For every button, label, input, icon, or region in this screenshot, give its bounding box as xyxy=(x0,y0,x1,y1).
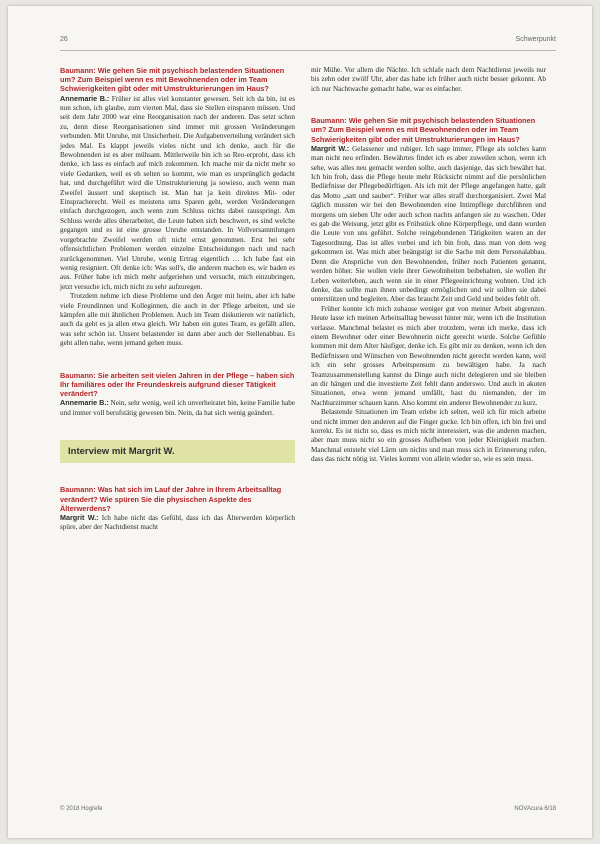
question-1: Baumann: Wie gehen Sie mit psychisch belastenden Situationen um? Zum Beispiel wenn es mit Bewohnenden oder im Team Schwierigkeiten gibt oder mit Umstrukturierungen im Haus? xyxy=(60,66,285,94)
right-column xyxy=(311,66,546,465)
answer-text: Früher ist alles viel konstanter gewesen. Seit ich da bin, ist es nun schon, ich glaube, zum vierten Mal, dass sie Stellen einsparen müssen. Und seit dem Jahr 2000 war eine Reorganisation nach der anderen. Das setzt schon zu, denn diese Reorganisationen sind immer mit grossen Veränderungen verbunden. Mit Unruhe, mit Unsicherheit. Die Aufgabenverteilung verändert sich jedes Mal. Es klappt jeweils vieles nicht und ich denke, auch für die Bewohnenden ist es aber mühsam. Mittlerweile bin ich so Reo-erprobt, dass ich denke, ich lass es einfach auf mich zukommen. Ich mache mir da nicht mehr so viele Gedanken, weil es eh selten so kommt, wie man es ursprünglich gedacht hat, und durchgeführt wird die Umstrukturierung ja sowieso, auch wenn man Zweifel äussert und skeptisch ist. Man hat ja kein direktes Mit- oder Einspracherecht. Weil es meistens ums Sparen geht, werden Veränderungen einfach durchgezogen, auch wenn zum Schluss nichts dabei rausspringt. Am Schluss werde alles überarbeitet, die Leute haben sich beschwert, es sind welche gegangen und es ist eine grosse Unruhe entstanden. In Vollversammlungen vorgebrachte Zweifel werden oft nicht ernst genommen. Erst bei sehr offensichtlichen Problemen werden einzelne Entscheidungen nach und nach zurückgenommen. Viel Unruhe, wenig Ertrag eigentlich … Ich habe fast ein wenig resigniert. Oft denke ich: Was soll's, die anderen machen es, wir baden es aus. Früher habe ich mich mehr aufgeriehen und versucht, mich einzubringen, jetzt versuche ich, mich nicht zu sehr aufzuregen. xyxy=(60,94,295,291)
page-header xyxy=(60,34,556,51)
answer-4-continued: Früher konnte ich mich zuhause weniger gut von meiner Arbeit abgrenzen. Heute lasse ich meinen Arbeitsalltag bewusst hinter mir, wenn ich die Institution verlasse. Manchmal belastet es mich aber trotzdem, wenn ich merke, dass ich einem Bewohner oder einer Bewohnerin nicht gerecht wurde. Solche Gefühle kommen mit dem Alter häufiger, denke ich. Es gibt mir zu denken, wenn ich den Bedürfnissen und Wünschen von Bewohnenden nicht gerecht werden kann, weil ich ein sehr grosses Arbeitspensum zu bewältigen habe. Ja nach Teamzusammenstellung kannst du Dinge auch nicht delegieren und sie bleiben an dir hängen und die investierte Zeit fehlt dann anderswo. Und auch in akuten Situationen, etwa wenn jemand umfällt, hast du niemanden, der im Nachbarzimmer schauen kann. Also kommt ein anderer Bewohnender zu kurz. xyxy=(311,304,546,407)
interview-banner: Interview mit Margrit W. xyxy=(60,440,295,463)
answer-4-continued-2: Belastende Situationen im Team erlebe ich selten, weil ich für mich arbeite und nicht immer den anderen auf die Finger gucke. Ich bin offen, ich bin frei und korrekt. Es ist nicht so, dass es mich nicht interessiert, was die anderen machen, aber man muss nicht so ein grosses Aufheben von jeder Kleinigkeit machen. Manchmal entsteht viel Lärm um nichts und man muss sich in Erinnerung rufen, dass das nicht nötig ist. Vieles kommt von allein wieder so, wie es sein muss. xyxy=(311,408,546,464)
page-number: 26 xyxy=(60,36,68,43)
answer-2 xyxy=(60,398,295,418)
speaker-label: Margrit W.: xyxy=(311,143,350,153)
footer-issue: NOVAcura 6/18 xyxy=(514,806,556,812)
footer-copyright: © 2018 Hogrefe xyxy=(60,806,103,812)
answer-text: Nein, sehr wenig, weil ich unverheiratet bin, keine Familie habe und immer voll berufstätig gewesen bin. Nein, da hat sich wenig geändert. xyxy=(60,399,295,417)
question-3: Baumann: Was hat sich im Lauf der Jahre in Ihrem Arbeitsalltag verändert? Wie spüren Sie die physischen Aspekte des Älterwerdens? xyxy=(60,485,282,513)
answer-3-continued: mir Mühe. Vor allem die Nächte. Ich schlafe nach dem Nachtdienst jeweils nur bis zehn oder zwölf Uhr, aber das habe ich früher auch nicht besser gekonnt. Ab ich nur Nachtwache gemacht habe, war es einfacher. xyxy=(311,66,546,93)
left-column xyxy=(60,66,295,533)
speaker-label: Annemarie B.: xyxy=(60,398,109,408)
answer-4 xyxy=(311,144,546,305)
speaker-label: Annemarie B.: xyxy=(60,93,110,103)
question-4: Baumann: Wie gehen Sie mit psychisch belastenden Situationen um? Zum Beispiel wenn es mit Bewohnenden oder im Team Schwierigkeiten gibt oder mit Umstrukturierungen im Haus? xyxy=(311,116,536,144)
answer-1-continued: Trotzdem nehme ich diese Probleme und den Ärger mit heim, aber ich habe viele Freundinnen und Kolleginnen, die auch in der Pflege arbeiten, und sie kämpfen alle mit ähnlichen Problemen. Auch im Team diskutieren wir natürlich, auch da geht es ja allen etwa gleich. Wir haben ein gutes Team, es gefällt allen, was sehr schön ist. Unsere belastender ist dann aber auch der Stellenabbau. Es geht allen nahe, wenn jemand gehen muss. xyxy=(60,292,295,348)
answer-3 xyxy=(60,513,295,533)
page xyxy=(8,6,592,838)
section-title: Schwerpunkt xyxy=(515,36,556,43)
answer-text: Ich habe nicht das Gefühl, dass ich das Älterwerden körperlich spüre, aber der Nachtdienst macht xyxy=(60,514,295,532)
speaker-label: Margrit W.: xyxy=(60,513,99,523)
question-2: Baumann: Sie arbeiten seit vielen Jahren in der Pflege – haben sich Ihr familiäres oder Ihr Freundeskreis aufgrund dieser Tätigkeit verändert? xyxy=(60,370,295,398)
answer-text: Gelassener und ruhiger. Ich sage immer, Pflege als solches kann man nicht neu erfinden. Bewährtes findet ich es aber zuweilen schon, wenn ich sehe, was alles neu gemacht werden sollte, auch dasjenige, das sich bewährt hat. Ich bin froh, dass die Pflege heute mehr Rücksicht nimmt auf die persönlichen Bedürfnisse der Pflegebedürftigen. Als ich mit der Pflege angefangen hatte, galt das Motto „satt und sauber“. Früher war alles straff durchorganisiert. Zwei Mal täglich mussten wir bei den Bewohnenden eine Intimpflege durchführen und morgens um sieben Uhr oder auch schon nachts anfangen sie zu waschen. Oder es gab die Weisung, jetzt gibt es Frühstück ohne Körperpflege, und dann wurden die Leute von uns geführt. Solche reingebundenen Tätigkeiten waren an der Tagesordnung. Das ist alles vorbei und ich bin froh, dass man von dem weg gekommen ist. Was mich aber beängstigt ist die Sache mit dem Personalabbau. Denn die Ansprüche von den Bewohnenden, früher noch Patienten genannt, werden höher. Sie wollen viele ihrer Gewohnheiten beibehalten, sie wollen ihr Leben weiterleben, auch wenn sie in einer Pflegeeinrichtung wohnen. Und ich denke, das sollte man ihnen unbedingt ermöglichen und wir sollten sie dabei unterstützen und begleiten. Aber das braucht Zeit und Geld und beides fehlt oft. xyxy=(311,144,546,304)
page-footer xyxy=(60,806,556,816)
answer-1 xyxy=(60,94,295,293)
